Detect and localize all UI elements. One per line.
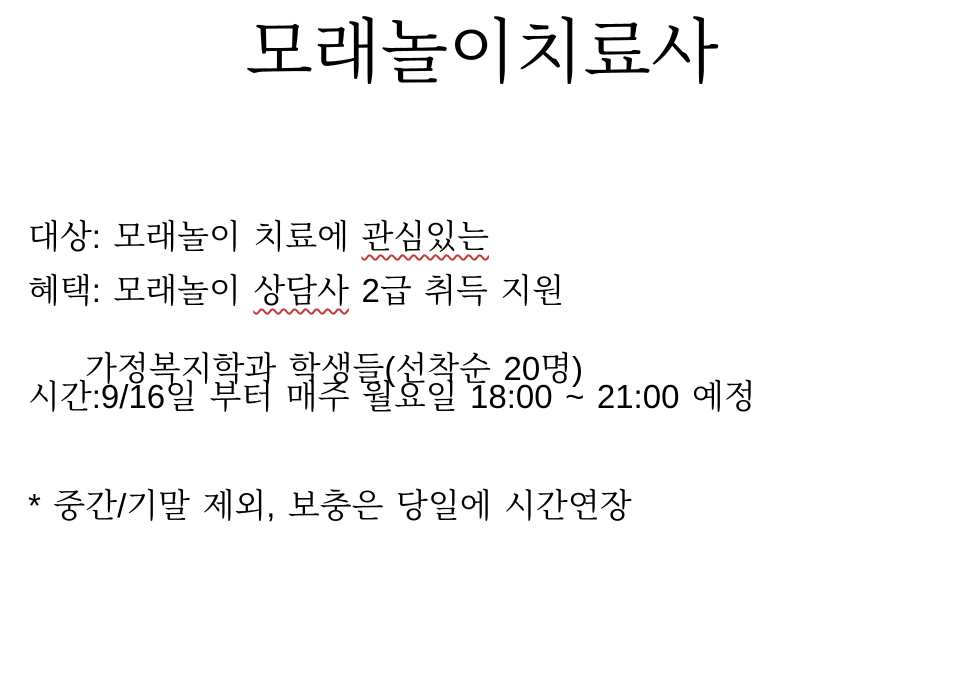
paragraph-note: * 중간/기말 제외, 보충은 당일에 시간연장 bbox=[28, 487, 632, 524]
paragraph-benefit bbox=[28, 269, 564, 313]
target-line1-text: 대상: 모래놀이 치료에 bbox=[28, 218, 362, 255]
benefit-text-suffix: 2급 취득 지원 bbox=[349, 272, 565, 309]
target-line-1 bbox=[28, 215, 583, 259]
slide-title: 모래놀이치료사 bbox=[245, 13, 719, 91]
paragraph-schedule: 시간:9/16일 부터 매주 월요일 18:00 ~ 21:00 예정 bbox=[28, 378, 756, 415]
spellcheck-flagged-word-1: 관심있는 bbox=[361, 218, 489, 255]
benefit-text-prefix: 혜택: 모래놀이 bbox=[28, 272, 254, 309]
spellcheck-flagged-word-2: 상담사 bbox=[253, 272, 350, 309]
target-line-2: 가정복지학과 학생들(선착순 20명) bbox=[85, 350, 584, 387]
